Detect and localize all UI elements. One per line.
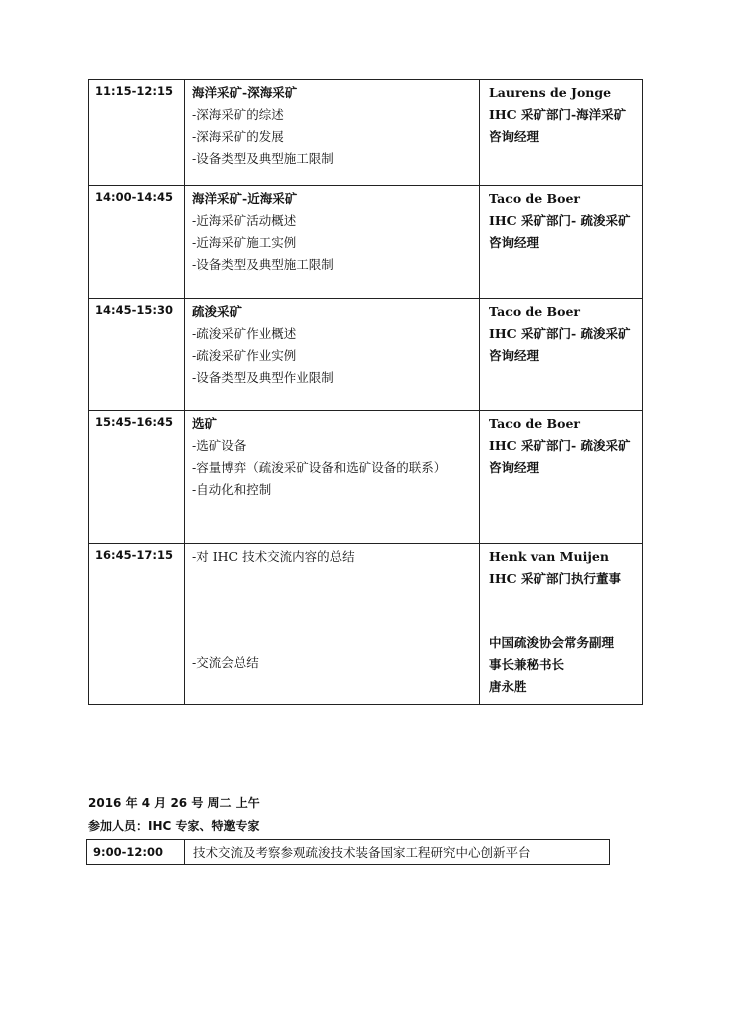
topic-item: -设备类型及典型施工限制 (192, 257, 334, 272)
table-row (89, 411, 643, 544)
speaker-title: IHC 采矿部门- 疏浚采矿 (489, 326, 631, 341)
session-topic (185, 80, 480, 186)
topic-item: -疏浚采矿作业实例 (192, 348, 297, 363)
topic-item: -近海采矿施工实例 (192, 235, 297, 250)
topic-item: -深海采矿的综述 (192, 107, 284, 122)
table-row (89, 299, 643, 411)
topic-item: -交流会总结 (192, 655, 259, 670)
speaker-name: Taco de Boer (489, 304, 580, 319)
session-speaker (480, 80, 643, 186)
table-row (89, 80, 643, 186)
session-topic (185, 544, 480, 705)
speaker-name: 唐永胜 (489, 679, 527, 694)
topic-title: 疏浚采矿 (192, 304, 243, 319)
topic-item: -容量博弈（疏浚采矿设备和选矿设备的联系） (192, 460, 447, 475)
table-row (89, 186, 643, 299)
speaker-name: Henk van Muijen (489, 549, 609, 564)
session-time: 14:00-14:45 (89, 186, 185, 299)
speaker-title: 咨询经理 (489, 235, 540, 250)
session-time: 9:00-12:00 (87, 840, 185, 865)
table-row (89, 544, 643, 705)
session-topic (185, 411, 480, 544)
topic-title: 海洋采矿-深海采矿 (192, 85, 298, 100)
day2-table (86, 839, 610, 865)
topic-item: -自动化和控制 (192, 482, 272, 497)
speaker-title: 事长兼秘书长 (489, 657, 565, 672)
session-speaker (480, 186, 643, 299)
session-time: 15:45-16:45 (89, 411, 185, 544)
speaker-title: 咨询经理 (489, 348, 540, 363)
speaker-title: IHC 采矿部门-海洋采矿 (489, 107, 627, 122)
session-speaker (480, 544, 643, 705)
session-time: 11:15-12:15 (89, 80, 185, 186)
day2-attendees: 参加人员：IHC 专家、特邀专家 (88, 819, 260, 833)
session-topic (185, 186, 480, 299)
speaker-title: 咨询经理 (489, 129, 540, 144)
topic-title: 选矿 (192, 416, 218, 431)
session-speaker (480, 299, 643, 411)
topic-item: -对 IHC 技术交流内容的总结 (192, 549, 355, 564)
speaker-title: IHC 采矿部门- 疏浚采矿 (489, 213, 631, 228)
speaker-name: Taco de Boer (489, 191, 580, 206)
topic-item: -选矿设备 (192, 438, 247, 453)
schedule-table (88, 79, 643, 705)
session-time: 14:45-15:30 (89, 299, 185, 411)
day2-date: 2016 年 4 月 26 号 周二 上午 (88, 796, 260, 810)
topic-item: -疏浚采矿作业概述 (192, 326, 297, 341)
speaker-name: Taco de Boer (489, 416, 580, 431)
speaker-name: Laurens de Jonge (489, 85, 612, 100)
topic-item: -设备类型及典型作业限制 (192, 370, 334, 385)
speaker-title: 中国疏浚协会常务副理 (489, 635, 615, 650)
topic-item: -深海采矿的发展 (192, 129, 284, 144)
session-speaker (480, 411, 643, 544)
topic-title: 海洋采矿-近海采矿 (192, 191, 298, 206)
topic-item: -近海采矿活动概述 (192, 213, 297, 228)
session-activity: 技术交流及考察参观疏浚技术装备国家工程研究中心创新平台 (185, 840, 610, 865)
session-topic (185, 299, 480, 411)
speaker-title: IHC 采矿部门- 疏浚采矿 (489, 438, 631, 453)
session-time: 16:45-17:15 (89, 544, 185, 705)
table-row (87, 840, 610, 865)
speaker-title: IHC 采矿部门执行董事 (489, 571, 621, 586)
speaker-title: 咨询经理 (489, 460, 540, 475)
topic-item: -设备类型及典型施工限制 (192, 151, 334, 166)
